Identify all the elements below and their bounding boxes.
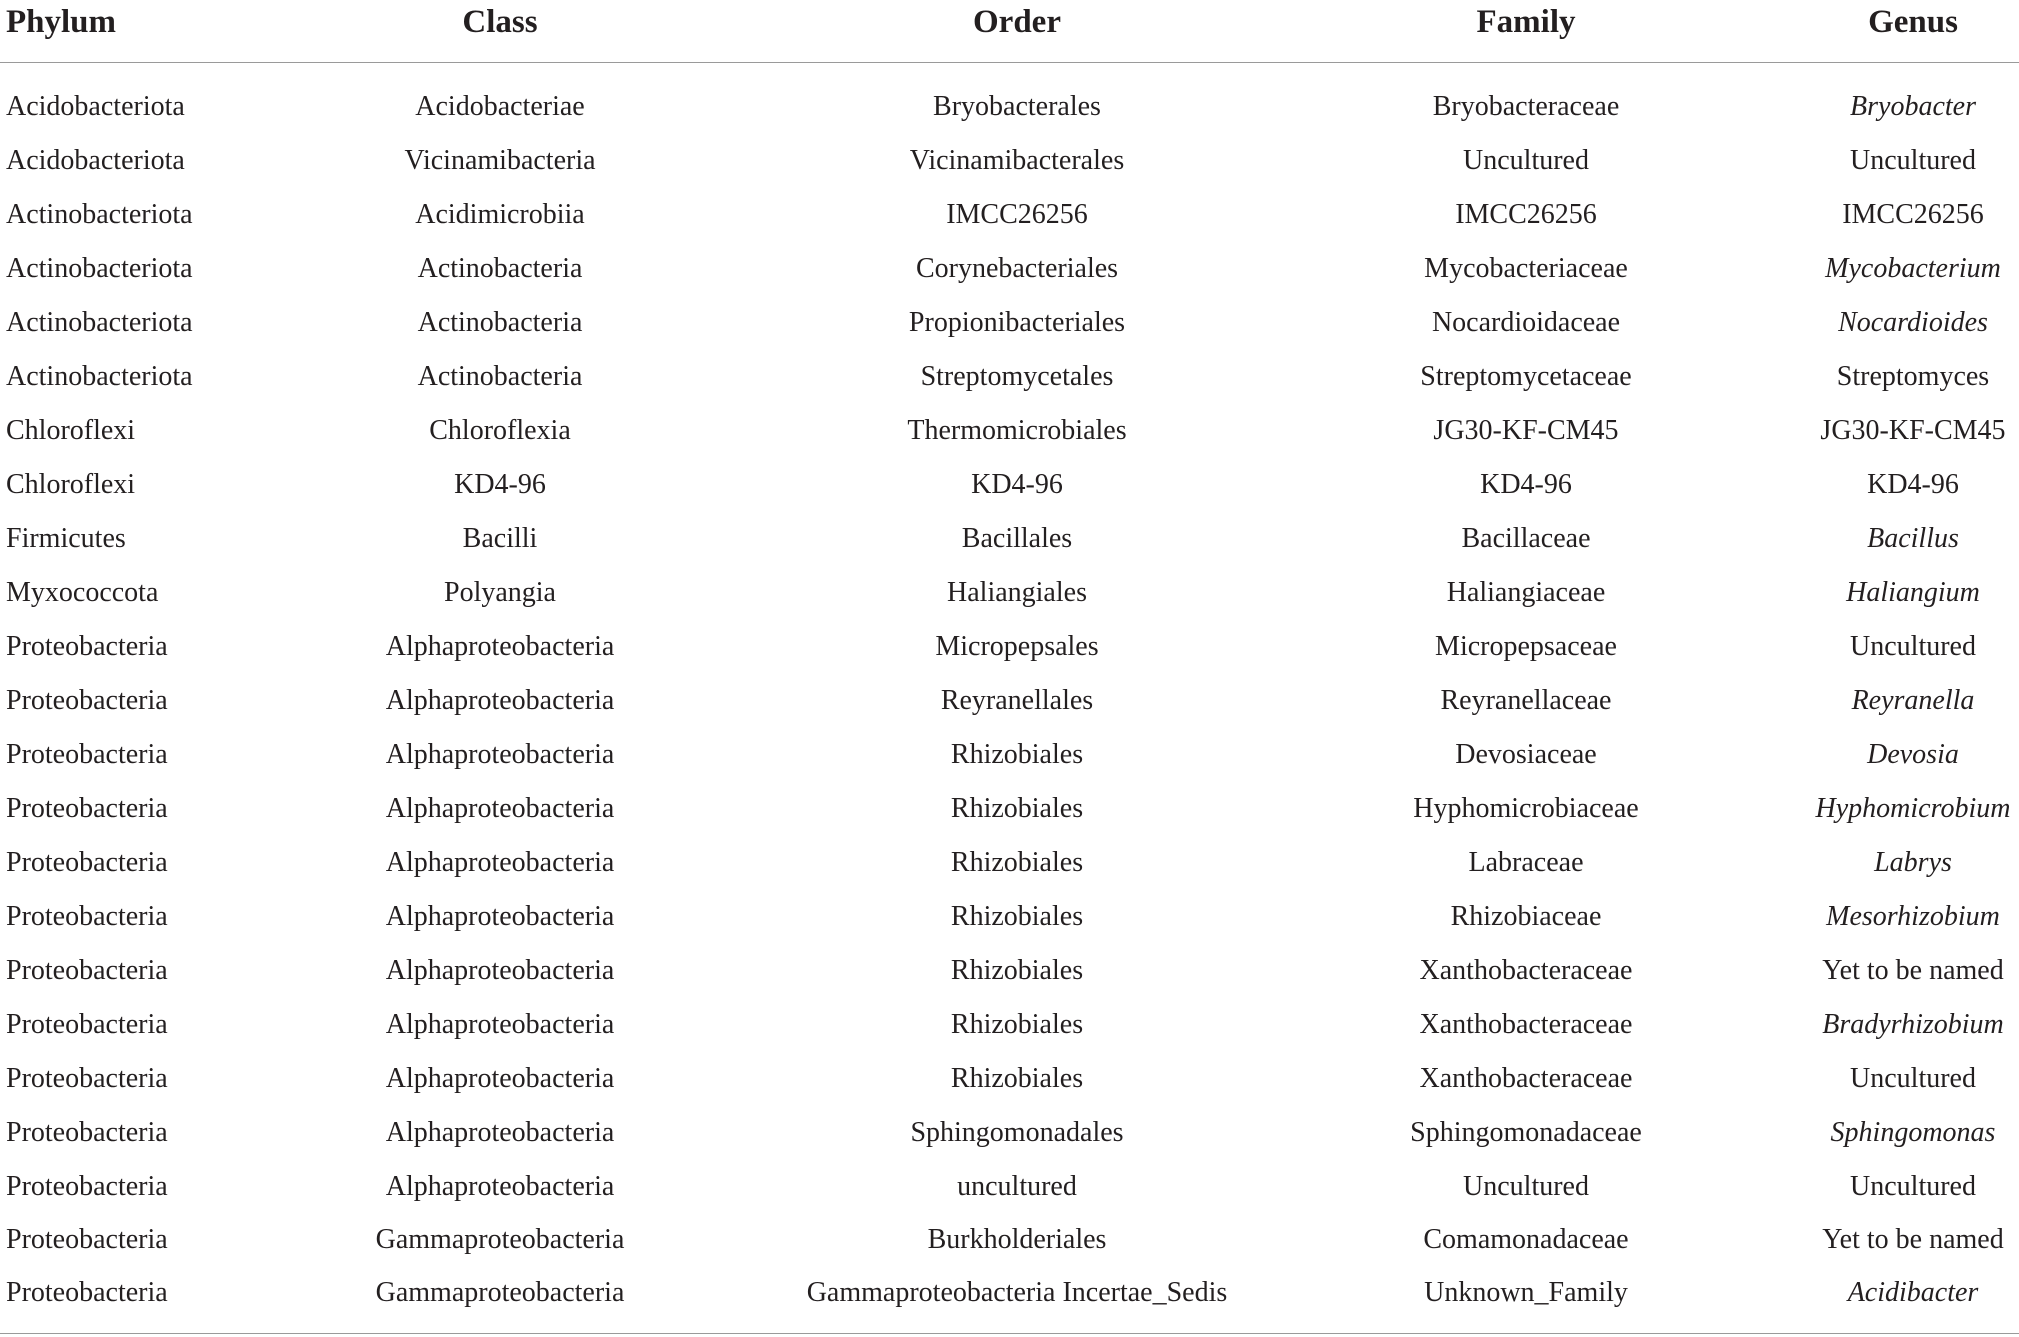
table-row <box>0 836 2019 890</box>
cell-phylum: Proteobacteria <box>6 685 168 716</box>
cell-genus: Bradyrhizobium <box>1822 1009 2004 1040</box>
cell-class: Alphaproteobacteria <box>385 955 615 986</box>
header-phylum: Phylum <box>6 4 117 40</box>
table-row <box>0 1106 2019 1160</box>
cell-phylum: Firmicutes <box>6 523 126 554</box>
cell-genus: Uncultured <box>1850 1063 1976 1094</box>
cell-class: KD4-96 <box>454 469 546 500</box>
cell-family: Bryobacteraceae <box>1432 91 1620 122</box>
table-header-row <box>0 0 2019 63</box>
cell-phylum: Proteobacteria <box>6 1224 168 1255</box>
cell-genus: Reyranella <box>1851 685 1975 716</box>
cell-order: Vicinamibacterales <box>909 145 1125 176</box>
cell-phylum: Actinobacteriota <box>6 253 193 284</box>
cell-phylum: Proteobacteria <box>6 1009 168 1040</box>
cell-class: Alphaproteobacteria <box>385 1063 615 1094</box>
cell-phylum: Actinobacteriota <box>6 199 193 230</box>
table-row <box>0 458 2019 512</box>
cell-family: Sphingomonadaceae <box>1410 1117 1642 1148</box>
cell-class: Alphaproteobacteria <box>385 1171 615 1202</box>
cell-family: Devosiaceae <box>1455 739 1597 770</box>
cell-order: Sphingomonadales <box>910 1117 1124 1148</box>
table-row <box>0 998 2019 1052</box>
cell-family: Reyranellaceae <box>1440 685 1612 716</box>
cell-order: Bacillales <box>961 523 1073 554</box>
cell-genus: Streptomyces <box>1836 361 1990 392</box>
cell-family: JG30-KF-CM45 <box>1433 415 1619 446</box>
table-row <box>0 512 2019 566</box>
cell-class: Chloroflexia <box>429 415 571 446</box>
cell-order: uncultured <box>957 1171 1077 1202</box>
cell-order: KD4-96 <box>971 469 1063 500</box>
cell-class: Alphaproteobacteria <box>385 901 615 932</box>
cell-class: Acidimicrobiia <box>415 199 585 230</box>
table-row <box>0 296 2019 350</box>
cell-genus: KD4-96 <box>1867 469 1959 500</box>
cell-phylum: Proteobacteria <box>6 631 168 662</box>
cell-phylum: Actinobacteriota <box>6 361 193 392</box>
cell-genus: Uncultured <box>1850 631 1976 662</box>
cell-genus: Bryobacter <box>1850 91 1976 122</box>
cell-family: Streptomycetaceae <box>1420 361 1632 392</box>
table-row <box>0 404 2019 458</box>
cell-genus: JG30-KF-CM45 <box>1820 415 2006 446</box>
cell-family: Hyphomicrobiaceae <box>1413 793 1639 824</box>
cell-family: Uncultured <box>1463 145 1589 176</box>
cell-family: Haliangiaceae <box>1446 577 1606 608</box>
table-row <box>0 350 2019 404</box>
table-row <box>0 1052 2019 1106</box>
cell-class: Bacilli <box>462 523 538 554</box>
cell-class: Alphaproteobacteria <box>385 1009 615 1040</box>
cell-genus: IMCC26256 <box>1842 199 1984 230</box>
table-row <box>0 782 2019 836</box>
cell-phylum: Proteobacteria <box>6 793 168 824</box>
header-order: Order <box>973 4 1061 40</box>
cell-family: Xanthobacteraceae <box>1419 955 1633 986</box>
cell-family: Mycobacteriaceae <box>1424 253 1628 284</box>
cell-order: Micropepsales <box>935 631 1099 662</box>
table-row <box>0 566 2019 620</box>
cell-genus: Devosia <box>1867 739 1959 770</box>
table-row <box>0 134 2019 188</box>
cell-genus: Yet to be named <box>1822 955 2004 986</box>
cell-family: Uncultured <box>1463 1171 1589 1202</box>
cell-genus: Labrys <box>1874 847 1952 878</box>
cell-order: Propionibacteriales <box>908 307 1126 338</box>
cell-family: Micropepsaceae <box>1435 631 1617 662</box>
cell-phylum: Acidobacteriota <box>6 145 185 176</box>
cell-order: Streptomycetales <box>920 361 1114 392</box>
table-row <box>0 242 2019 296</box>
cell-family: Bacillaceae <box>1461 523 1591 554</box>
cell-order: Rhizobiales <box>950 955 1084 986</box>
cell-order: Corynebacteriales <box>915 253 1119 284</box>
cell-genus: Bacillus <box>1867 523 1959 554</box>
cell-order: Rhizobiales <box>950 793 1084 824</box>
cell-order: Haliangiales <box>947 577 1087 608</box>
cell-family: Xanthobacteraceae <box>1419 1009 1633 1040</box>
cell-phylum: Proteobacteria <box>6 847 168 878</box>
cell-genus: Sphingomonas <box>1830 1117 1996 1148</box>
cell-order: Thermomicrobiales <box>907 415 1127 446</box>
cell-class: Alphaproteobacteria <box>385 631 615 662</box>
cell-class: Gammaproteobacteria <box>375 1224 625 1255</box>
table-row <box>0 674 2019 728</box>
cell-order: Bryobacterales <box>933 91 1101 122</box>
cell-phylum: Proteobacteria <box>6 1171 168 1202</box>
cell-class: Polyangia <box>444 577 556 608</box>
cell-phylum: Chloroflexi <box>6 469 136 500</box>
cell-phylum: Acidobacteriota <box>6 91 185 122</box>
cell-phylum: Proteobacteria <box>6 1063 168 1094</box>
cell-family: Unknown_Family <box>1424 1277 1628 1308</box>
cell-order: Reyranellales <box>940 685 1094 716</box>
table-row <box>0 620 2019 674</box>
cell-phylum: Myxococcota <box>6 577 159 608</box>
cell-family: KD4-96 <box>1480 469 1572 500</box>
table-row <box>0 1160 2019 1214</box>
cell-class: Acidobacteriae <box>415 91 585 122</box>
cell-class: Actinobacteria <box>417 361 583 392</box>
cell-family: Rhizobiaceae <box>1450 901 1602 932</box>
cell-genus: Acidibacter <box>1847 1277 1979 1308</box>
cell-family: Comamonadaceae <box>1423 1224 1629 1255</box>
cell-family: Labraceae <box>1468 847 1584 878</box>
cell-class: Gammaproteobacteria <box>375 1277 625 1308</box>
table-bottom-rule <box>0 1333 2019 1334</box>
cell-phylum: Chloroflexi <box>6 415 136 446</box>
cell-class: Actinobacteria <box>417 253 583 284</box>
cell-class: Alphaproteobacteria <box>385 847 615 878</box>
cell-genus: Hyphomicrobium <box>1815 793 2011 824</box>
cell-class: Alphaproteobacteria <box>385 685 615 716</box>
cell-class: Alphaproteobacteria <box>385 739 615 770</box>
header-family: Family <box>1476 4 1576 40</box>
cell-order: Rhizobiales <box>950 739 1084 770</box>
table-row <box>0 188 2019 242</box>
header-class: Class <box>462 4 538 40</box>
cell-class: Alphaproteobacteria <box>385 1117 615 1148</box>
cell-genus: Nocardioides <box>1838 307 1988 338</box>
cell-order: Gammaproteobacteria Incertae_Sedis <box>806 1277 1228 1308</box>
cell-class: Alphaproteobacteria <box>385 793 615 824</box>
cell-genus: Yet to be named <box>1822 1224 2004 1255</box>
header-genus: Genus <box>1868 4 1958 40</box>
cell-phylum: Proteobacteria <box>6 901 168 932</box>
cell-order: Rhizobiales <box>950 847 1084 878</box>
cell-genus: Mycobacterium <box>1825 253 2001 284</box>
cell-order: Rhizobiales <box>950 901 1084 932</box>
cell-order: IMCC26256 <box>946 199 1088 230</box>
cell-genus: Haliangium <box>1846 577 1980 608</box>
cell-phylum: Proteobacteria <box>6 1277 168 1308</box>
table-row <box>0 944 2019 998</box>
cell-phylum: Proteobacteria <box>6 739 168 770</box>
cell-phylum: Proteobacteria <box>6 1117 168 1148</box>
table-row <box>0 1266 2019 1320</box>
table-row <box>0 728 2019 782</box>
cell-family: Xanthobacteraceae <box>1419 1063 1633 1094</box>
cell-order: Rhizobiales <box>950 1063 1084 1094</box>
cell-genus: Uncultured <box>1850 145 1976 176</box>
cell-order: Burkholderiales <box>927 1224 1107 1255</box>
cell-phylum: Proteobacteria <box>6 955 168 986</box>
cell-class: Vicinamibacteria <box>404 145 596 176</box>
cell-family: Nocardioidaceae <box>1431 307 1621 338</box>
cell-family: IMCC26256 <box>1455 199 1597 230</box>
cell-order: Rhizobiales <box>950 1009 1084 1040</box>
table-row <box>0 80 2019 134</box>
cell-genus: Uncultured <box>1850 1171 1976 1202</box>
cell-phylum: Actinobacteriota <box>6 307 193 338</box>
table-row <box>0 890 2019 944</box>
cell-class: Actinobacteria <box>417 307 583 338</box>
cell-genus: Mesorhizobium <box>1826 901 2000 932</box>
table-row <box>0 1213 2019 1267</box>
